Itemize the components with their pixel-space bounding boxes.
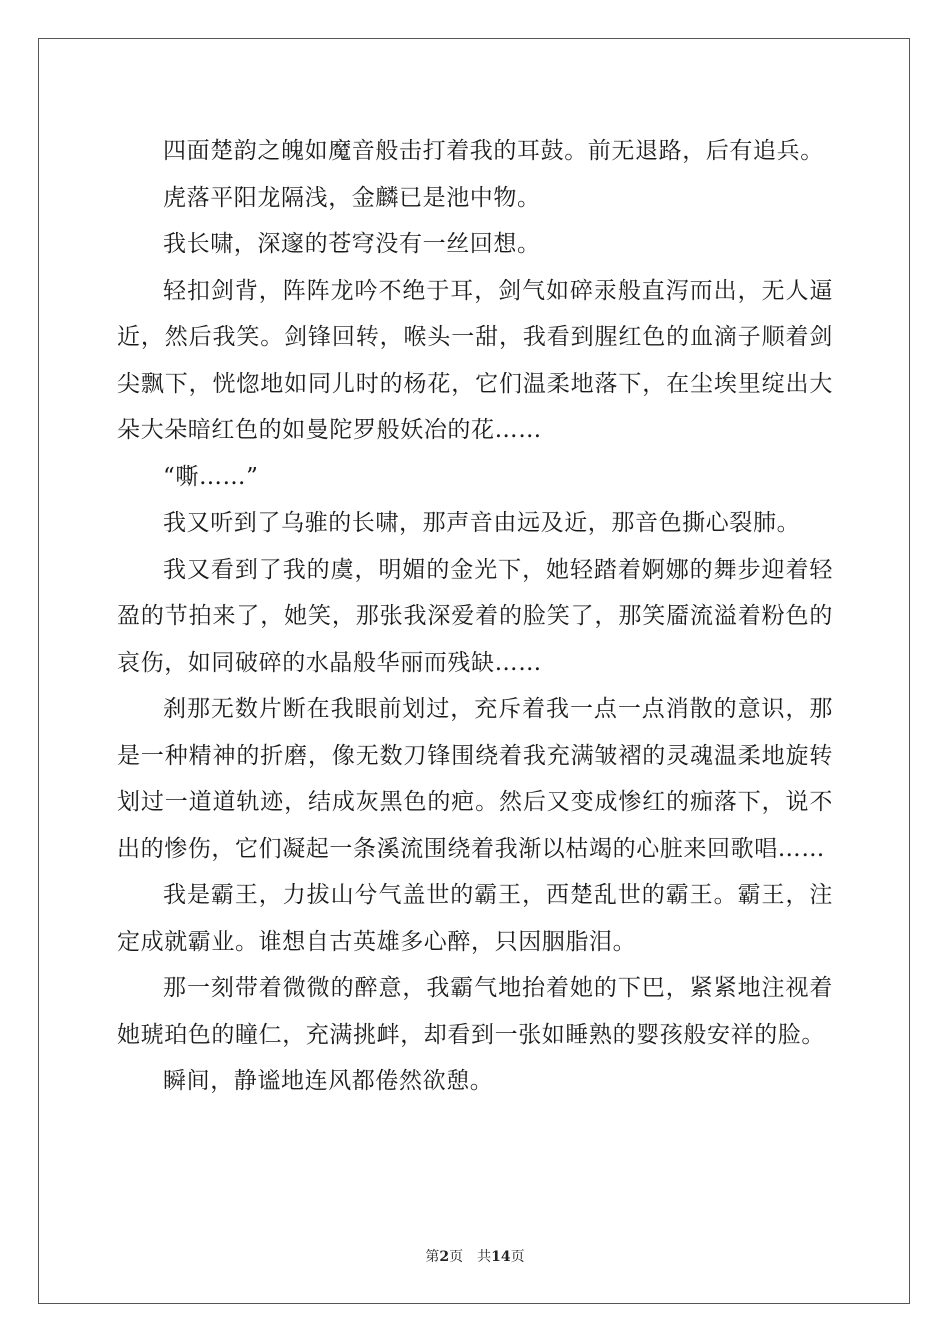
paragraph: 我又看到了我的虞，明媚的金光下，她轻踏着婀娜的舞步迎着轻盈的节拍来了，她笑，那张我深爱着的脸笑了，那笑靥流溢着粉色的哀伤，如同破碎的水晶般华丽而残缺…… [117, 556, 833, 676]
paragraph: 刹那无数片断在我眼前划过，充斥着我一点一点消散的意识，那是一种精神的折磨，像无数刀锋围绕着我充满皱褶的灵魂温柔地旋转划过一道道轨迹，结成灰黑色的疤。然后又变成惨红的痂落下，说不出的惨伤，它们凝起一条溪流围绕着我渐以枯竭的心脏来回歌唱…… [117, 696, 833, 862]
paragraph: 轻扣剑背，阵阵龙吟不绝于耳，剑气如碎汞般直泻而出，无人逼近，然后我笑。剑锋回转，喉头一甜，我看到腥红色的血滴子顺着剑尖飘下，恍惚地如同儿时的杨花，它们温柔地落下，在尘埃里绽出大朵大朵暗红色的如曼陀罗般妖冶的花…… [117, 277, 833, 443]
document-body [117, 128, 833, 1105]
page-footer [0, 1246, 950, 1266]
paragraph: 我是霸王，力拔山兮气盖世的霸王，西楚乱世的霸王。霸王，注定成就霸业。谁想自古英雄多心醉，只因胭脂泪。 [117, 882, 833, 955]
page-suffix: 页 [449, 1249, 464, 1265]
paragraph: 那一刻带着微微的醉意，我霸气地抬着她的下巴，紧紧地注视着她琥珀色的瞳仁，充满挑衅，却看到一张如睡熟的婴孩般安祥的脸。 [117, 975, 833, 1048]
total-suffix: 页 [510, 1249, 525, 1265]
total-prefix: 共 [477, 1249, 492, 1265]
paragraph: 四面楚韵之魄如魔音般击打着我的耳鼓。前无退路，后有追兵。 [163, 138, 824, 164]
paragraph: “嘶……” [163, 463, 259, 490]
page-prefix: 第 [425, 1249, 440, 1265]
paragraph: 虎落平阳龙隔浅，金麟已是池中物。 [163, 184, 541, 211]
page-number: 2 [439, 1249, 450, 1265]
paragraph: 瞬间，静谧地连风都倦然欲憩。 [163, 1068, 494, 1094]
paragraph: 我长啸，深邃的苍穹没有一丝回想。 [163, 231, 541, 257]
total-pages: 14 [491, 1249, 511, 1265]
paragraph: 我又听到了乌骓的长啸，那声音由远及近，那音色撕心裂肺。 [163, 510, 801, 536]
